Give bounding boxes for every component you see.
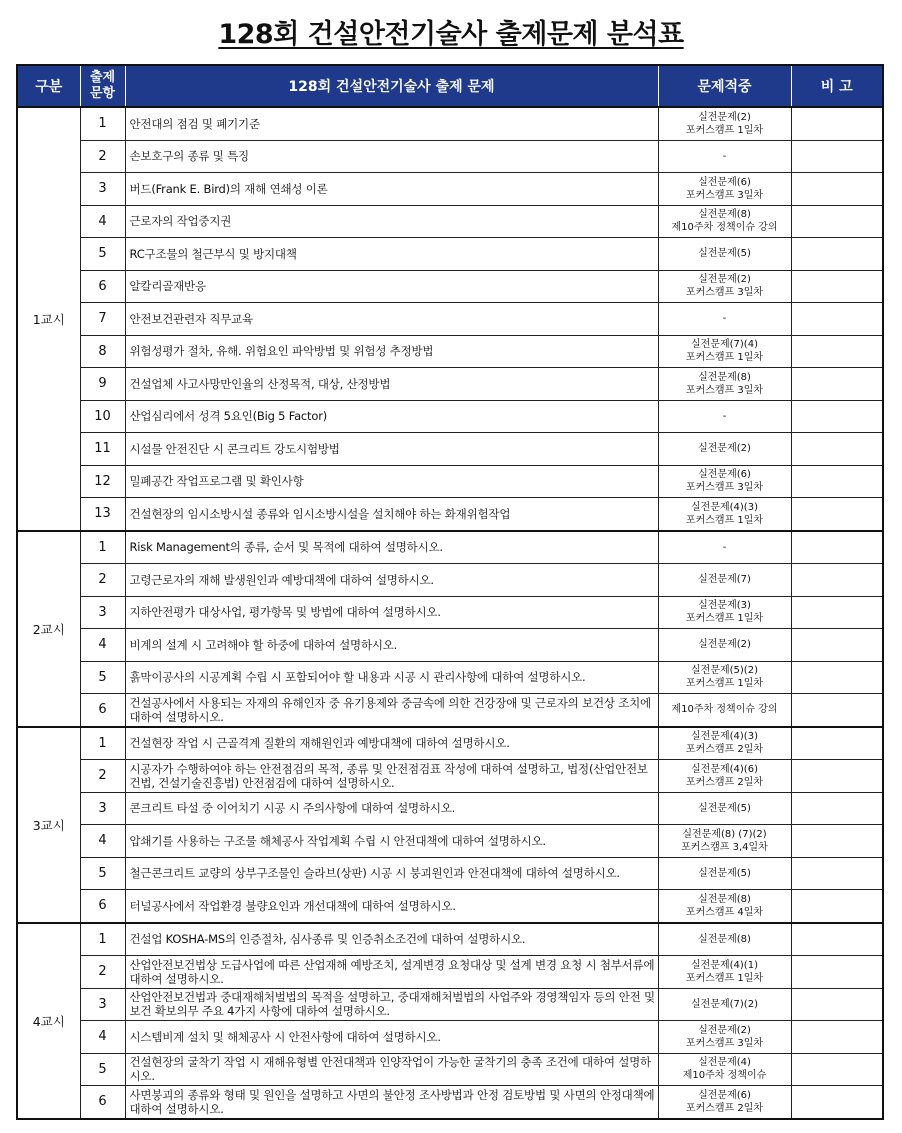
- question-number: 11: [80, 433, 125, 466]
- table-row: [17, 433, 883, 466]
- source-line: 포커스캠프 3일차: [685, 384, 764, 396]
- header-note: 비 고: [791, 65, 883, 107]
- source-line: 실전문제(7)(2): [691, 998, 758, 1010]
- question-text: 산업심리에서 성격 5요인(Big 5 Factor): [125, 400, 658, 433]
- table-row: [17, 694, 883, 727]
- source-cell: [658, 140, 791, 173]
- question-text: 근로자의 작업중지권: [125, 205, 658, 238]
- section-label: 1교시: [17, 107, 80, 531]
- source-cell: [658, 335, 791, 368]
- question-text: 콘크리트 타설 중 이어치기 시공 시 주의사항에 대하여 설명하시오.: [125, 792, 658, 825]
- source-line: 제10주차 정책이슈: [682, 1070, 767, 1082]
- question-number: 3: [80, 792, 125, 825]
- header-number-line2: 문항: [89, 86, 116, 101]
- table-row: [17, 238, 883, 271]
- table-row: [17, 205, 883, 238]
- source-cell: [658, 173, 791, 206]
- source-line: 실전문제(8): [698, 371, 751, 383]
- source-line: 실전문제(6): [698, 469, 751, 481]
- source-line: 실전문제(5): [698, 867, 751, 879]
- source-cell: [658, 1086, 791, 1119]
- note-cell: [791, 140, 883, 173]
- question-text: 터널공사에서 작업환경 불량요인과 개선대책에 대하여 설명하시오.: [125, 890, 658, 923]
- question-text: 지하안전평가 대상사업, 평가항목 및 방법에 대하여 설명하시오.: [125, 596, 658, 629]
- source-cell: [658, 760, 791, 793]
- source-cell: [658, 1021, 791, 1054]
- question-text: 흙막이공사의 시공계획 수립 시 포함되어야 할 내용과 시공 시 관리사항에 대하여 설명하시오.: [125, 661, 658, 694]
- source-line: 실전문제(5): [698, 248, 751, 260]
- question-number: 13: [80, 498, 125, 531]
- source-cell: [658, 596, 791, 629]
- source-line: -: [722, 410, 727, 422]
- question-text: 버드(Frank E. Bird)의 재해 연쇄성 이론: [125, 173, 658, 206]
- table-row: [17, 825, 883, 858]
- source-cell: [658, 368, 791, 401]
- source-line: 포커스캠프 1일차: [685, 678, 764, 690]
- question-number: 12: [80, 465, 125, 498]
- source-line: 포커스캠프 1일차: [685, 124, 764, 136]
- question-number: 7: [80, 303, 125, 336]
- question-number: 3: [80, 988, 125, 1021]
- question-number: 5: [80, 661, 125, 694]
- source-cell: [658, 531, 791, 564]
- question-text: 건설업체 사고사망만인율의 산정목적, 대상, 산정방법: [125, 368, 658, 401]
- source-line: 포커스캠프 1일차: [685, 514, 764, 526]
- source-line: 실전문제(6): [698, 176, 751, 188]
- table-row: [17, 400, 883, 433]
- table-row: [17, 727, 883, 760]
- source-line: 포커스캠프 1일차: [685, 613, 764, 625]
- note-cell: [791, 303, 883, 336]
- note-cell: [791, 596, 883, 629]
- question-number: 8: [80, 335, 125, 368]
- note-cell: [791, 433, 883, 466]
- question-number: 5: [80, 238, 125, 271]
- source-line: 실전문제(4): [698, 1057, 751, 1069]
- source-cell: [658, 792, 791, 825]
- question-number: 1: [80, 727, 125, 760]
- source-line: 실전문제(7): [698, 574, 751, 586]
- note-cell: [791, 335, 883, 368]
- note-cell: [791, 792, 883, 825]
- question-number: 3: [80, 173, 125, 206]
- source-cell: [658, 498, 791, 531]
- page-title: 128회 건설안전기술사 출제문제 분석표: [218, 19, 684, 50]
- source-line: 실전문제(4)(1): [691, 959, 758, 971]
- question-number: 2: [80, 956, 125, 989]
- question-text: 시스템비계 설치 및 해체공사 시 안전사항에 대하여 설명하시오.: [125, 1021, 658, 1054]
- question-number: 4: [80, 1021, 125, 1054]
- source-line: 실전문제(5)(2): [691, 665, 758, 677]
- table-row: [17, 988, 883, 1021]
- table-row: [17, 661, 883, 694]
- table-row: [17, 857, 883, 890]
- question-text: 압쇄기를 사용하는 구조물 해체공사 작업계획 수립 시 안전대책에 대하여 설명하시오.: [125, 825, 658, 858]
- source-line: 실전문제(2): [698, 274, 751, 286]
- question-number: 5: [80, 857, 125, 890]
- source-cell: [658, 465, 791, 498]
- table-row: [17, 107, 883, 140]
- source-cell: [658, 270, 791, 303]
- source-cell: [658, 107, 791, 140]
- source-cell: [658, 205, 791, 238]
- note-cell: [791, 107, 883, 140]
- source-line: 포커스캠프 2일차: [685, 776, 764, 788]
- note-cell: [791, 661, 883, 694]
- note-cell: [791, 629, 883, 662]
- source-line: 실전문제(6): [698, 1089, 751, 1101]
- note-cell: [791, 465, 883, 498]
- source-line: 실전문제(2): [698, 1024, 751, 1036]
- question-number: 1: [80, 923, 125, 956]
- source-line: 포커스캠프 3일차: [685, 1037, 764, 1049]
- table-row: [17, 1053, 883, 1086]
- source-line: 실전문제(4)(3): [691, 731, 758, 743]
- note-cell: [791, 531, 883, 564]
- question-number: 6: [80, 890, 125, 923]
- source-line: 포커스캠프 1일차: [685, 352, 764, 364]
- source-line: 제10주차 정책이슈 강의: [671, 222, 778, 234]
- table-row: [17, 1086, 883, 1119]
- source-cell: [658, 727, 791, 760]
- header-number: [80, 65, 125, 107]
- source-line: 포커스캠프 2일차: [685, 744, 764, 756]
- question-text: 철근콘크리트 교량의 상부구조물인 슬라브(상판) 시공 시 붕괴원인과 안전대책에 대하여 설명하시오.: [125, 857, 658, 890]
- source-line: 실전문제(8) (7)(2): [682, 828, 767, 840]
- note-cell: [791, 694, 883, 727]
- source-line: 실전문제(4)(6): [691, 763, 758, 775]
- table-row: [17, 465, 883, 498]
- header-number-line1: 출제: [89, 70, 116, 85]
- source-cell: [658, 661, 791, 694]
- table-row: [17, 303, 883, 336]
- source-line: 포커스캠프 3,4일차: [681, 841, 768, 853]
- source-line: 포커스캠프 3일차: [685, 287, 764, 299]
- question-text: 시공자가 수행하여야 하는 안전점검의 목적, 종류 및 안전점검표 작성에 대하여 설명하고, 법정(산업안전보건법, 건설기술진흥법) 안전점검에 대하여 설명하시오.: [125, 760, 658, 793]
- source-cell: [658, 825, 791, 858]
- source-cell: [658, 857, 791, 890]
- table-row: [17, 596, 883, 629]
- source-line: -: [722, 541, 727, 553]
- table-row: [17, 531, 883, 564]
- table-row: [17, 140, 883, 173]
- question-number: 5: [80, 1053, 125, 1086]
- source-cell: [658, 923, 791, 956]
- note-cell: [791, 825, 883, 858]
- question-text: 시설물 안전진단 시 콘크리트 강도시험방법: [125, 433, 658, 466]
- source-cell: [658, 629, 791, 662]
- section-label: 3교시: [17, 727, 80, 923]
- question-text: 손보호구의 종류 및 특징: [125, 140, 658, 173]
- question-number: 3: [80, 596, 125, 629]
- note-cell: [791, 1021, 883, 1054]
- source-line: 실전문제(2): [698, 443, 751, 455]
- question-text: 위험성평가 절차, 유해. 위험요인 파악방법 및 위험성 추정방법: [125, 335, 658, 368]
- source-line: 실전문제(2): [698, 639, 751, 651]
- table-row: [17, 270, 883, 303]
- note-cell: [791, 988, 883, 1021]
- source-line: 실전문제(8): [698, 209, 751, 221]
- note-cell: [791, 857, 883, 890]
- question-number: 4: [80, 205, 125, 238]
- note-cell: [791, 956, 883, 989]
- table-row: [17, 173, 883, 206]
- question-number: 4: [80, 629, 125, 662]
- source-cell: [658, 890, 791, 923]
- question-number: 2: [80, 760, 125, 793]
- note-cell: [791, 205, 883, 238]
- question-number: 9: [80, 368, 125, 401]
- question-number: 2: [80, 140, 125, 173]
- section-label: 2교시: [17, 531, 80, 727]
- question-number: 6: [80, 270, 125, 303]
- header-question: 128회 건설안전기술사 출제 문제: [125, 65, 658, 107]
- note-cell: [791, 1086, 883, 1119]
- header-source: 문제적중: [658, 65, 791, 107]
- table-row: [17, 792, 883, 825]
- note-cell: [791, 760, 883, 793]
- note-cell: [791, 1053, 883, 1086]
- table-row: [17, 564, 883, 597]
- source-line: -: [722, 150, 727, 162]
- table-row: [17, 956, 883, 989]
- question-number: 1: [80, 531, 125, 564]
- question-number: 6: [80, 1086, 125, 1119]
- source-cell: [658, 238, 791, 271]
- question-text: 건설공사에서 사용되는 자재의 유해인자 중 유기용제와 중금속에 의한 건강장애 및 근로자의 보건상 조치에 대하여 설명하시오.: [125, 694, 658, 727]
- question-number: 2: [80, 564, 125, 597]
- header-section: 구분: [17, 65, 80, 107]
- question-text: 건설현장의 굴착기 작업 시 재해유형별 안전대책과 인양작업이 가능한 굴착기의 충족 조건에 대하여 설명하시오.: [125, 1053, 658, 1086]
- question-text: 안전대의 점검 및 폐기기준: [125, 107, 658, 140]
- source-cell: [658, 956, 791, 989]
- note-cell: [791, 400, 883, 433]
- note-cell: [791, 727, 883, 760]
- table-row: [17, 890, 883, 923]
- source-line: 포커스캠프 3일차: [685, 482, 764, 494]
- question-text: 안전보건관련자 직무교육: [125, 303, 658, 336]
- source-line: 포커스캠프 3일차: [685, 189, 764, 201]
- question-text: 건설현장의 임시소방시설 종류와 임시소방시설을 설치해야 하는 화재위험작업: [125, 498, 658, 531]
- note-cell: [791, 368, 883, 401]
- question-text: 비계의 설계 시 고려해야 할 하중에 대하여 설명하시오.: [125, 629, 658, 662]
- table-row: [17, 629, 883, 662]
- source-cell: [658, 433, 791, 466]
- note-cell: [791, 173, 883, 206]
- note-cell: [791, 270, 883, 303]
- question-text: 건설현장 작업 시 근골격계 질환의 재해원인과 예방대책에 대하여 설명하시오.: [125, 727, 658, 760]
- table-header-row: [17, 65, 883, 107]
- source-line: 실전문제(7)(4): [691, 339, 758, 351]
- question-number: 6: [80, 694, 125, 727]
- note-cell: [791, 498, 883, 531]
- question-number: 10: [80, 400, 125, 433]
- source-cell: [658, 694, 791, 727]
- note-cell: [791, 564, 883, 597]
- question-text: 알칼리골재반응: [125, 270, 658, 303]
- source-line: -: [722, 313, 727, 325]
- note-cell: [791, 238, 883, 271]
- source-cell: [658, 1053, 791, 1086]
- question-text: Risk Management의 종류, 순서 및 목적에 대하여 설명하시오.: [125, 531, 658, 564]
- question-text: 산업안전보건법과 중대재해처벌법의 목적을 설명하고, 중대재해처벌법의 사업주와 경영책임자 등의 안전 및 보건 확보의무 주요 4가지 사항에 대하여 설명하시오.: [125, 988, 658, 1021]
- question-text: 고령근로자의 재해 발생원인과 예방대책에 대하여 설명하시오.: [125, 564, 658, 597]
- source-cell: [658, 988, 791, 1021]
- question-number: 4: [80, 825, 125, 858]
- source-line: 실전문제(8): [698, 893, 751, 905]
- question-number: 1: [80, 107, 125, 140]
- source-line: 실전문제(4)(3): [691, 501, 758, 513]
- source-cell: [658, 564, 791, 597]
- question-text: 사면붕괴의 종류와 형태 및 원인을 설명하고 사면의 불안정 조사방법과 안정 검토방법 및 사면의 안정대책에 대하여 설명하시오.: [125, 1086, 658, 1119]
- section-label: 4교시: [17, 923, 80, 1119]
- table-row: [17, 1021, 883, 1054]
- question-text: 건설업 KOSHA-MS의 인증절차, 심사종류 및 인증취소조건에 대하여 설명하시오.: [125, 923, 658, 956]
- source-line: 포커스캠프 2일차: [685, 1102, 764, 1114]
- table-row: [17, 368, 883, 401]
- source-line: 실전문제(3): [698, 600, 751, 612]
- question-text: 산업안전보건법상 도급사업에 따른 산업재해 예방조치, 설계변경 요청대상 및 설계 변경 요청 시 첨부서류에 대하여 설명하시오.: [125, 956, 658, 989]
- source-line: 제10주차 정책이슈 강의: [671, 704, 778, 716]
- source-line: 실전문제(8): [698, 933, 751, 945]
- source-line: 실전문제(2): [698, 111, 751, 123]
- question-text: RC구조물의 철근부식 및 방지대책: [125, 238, 658, 271]
- table-row: [17, 760, 883, 793]
- source-line: 실전문제(5): [698, 802, 751, 814]
- note-cell: [791, 890, 883, 923]
- question-text: 밀폐공간 작업프로그램 및 확인사항: [125, 465, 658, 498]
- table-row: [17, 923, 883, 956]
- source-cell: [658, 400, 791, 433]
- source-cell: [658, 303, 791, 336]
- source-line: 포커스캠프 4일차: [685, 906, 764, 918]
- table-row: [17, 498, 883, 531]
- table-row: [17, 335, 883, 368]
- note-cell: [791, 923, 883, 956]
- table-body: [17, 107, 883, 1119]
- source-line: 포커스캠프 1일차: [685, 972, 764, 984]
- exam-analysis-table: [16, 64, 884, 1120]
